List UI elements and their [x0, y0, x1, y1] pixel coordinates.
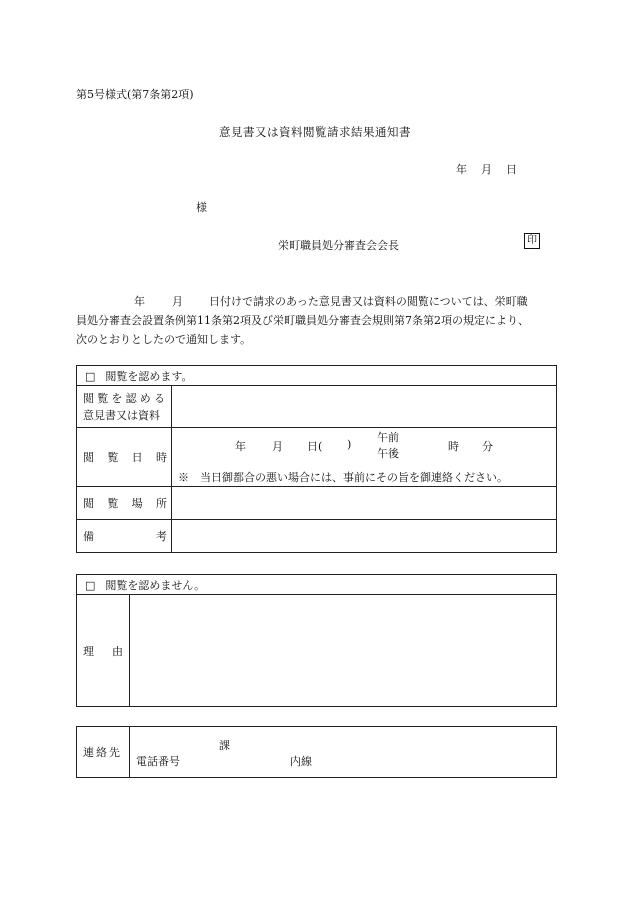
am-label: 午前 — [377, 431, 399, 444]
place-field[interactable] — [172, 487, 557, 520]
reason-label-char: 理 — [83, 644, 94, 658]
remarks-label — [77, 520, 172, 553]
datetime-label-text — [83, 449, 167, 465]
reason-label-char: 由 — [112, 644, 123, 658]
am-pm-choice — [377, 430, 399, 462]
deny-checkbox[interactable]: □ — [85, 578, 96, 592]
documents-field[interactable] — [172, 386, 557, 428]
datetime-day-close: ) — [347, 438, 352, 451]
reason-field[interactable] — [130, 595, 557, 707]
documents-label-line1: 閲覧を認める — [83, 391, 169, 405]
documents-label-line2: 意見書又は資料 — [83, 408, 160, 422]
issue-date — [456, 161, 517, 177]
datetime-label-char: 日 — [131, 451, 143, 464]
approve-table — [76, 365, 557, 553]
body-year: 年 — [134, 295, 145, 308]
place-label-char: 覧 — [107, 497, 119, 510]
deny-header-text: 閲覧を認めません。 — [105, 578, 206, 592]
body-month: 月 — [172, 295, 183, 308]
body-line-3: 次のとおりとしたので通知します。 — [76, 333, 252, 346]
remarks-field[interactable] — [172, 520, 557, 553]
contact-extension-label: 内線 — [290, 755, 312, 768]
datetime-label — [77, 428, 172, 487]
datetime-minute: 分 — [482, 440, 493, 453]
notice-body — [76, 292, 556, 349]
body-line-1-text: 日付けで請求のあった意見書又は資料の閲覧については、栄町職 — [209, 295, 528, 308]
datetime-label-char: 閲 — [83, 451, 94, 464]
datetime-day-open: 日( — [307, 440, 323, 453]
reason-label — [77, 595, 130, 707]
remarks-label-char: 考 — [156, 530, 167, 543]
date-month: 月 — [481, 163, 492, 176]
place-label-char: 閲 — [83, 497, 94, 510]
datetime-hour: 時 — [448, 440, 459, 453]
place-label-text — [83, 495, 167, 511]
pm-label: 午後 — [377, 447, 399, 460]
datetime-label-char: 覧 — [107, 451, 119, 464]
remarks-label-char: 備 — [83, 530, 94, 543]
datetime-note: ※ 当日御都合の悪い場合には、事前にその旨を御連絡ください。 — [178, 471, 508, 484]
place-label-char: 場 — [131, 497, 143, 510]
deny-header — [77, 575, 557, 595]
approve-header-text: 閲覧を認めます。 — [105, 369, 193, 383]
contact-label: 連絡先 — [77, 727, 130, 778]
approve-checkbox[interactable]: □ — [85, 369, 96, 383]
deny-table — [76, 574, 557, 707]
place-label-char: 所 — [155, 497, 167, 510]
contact-section-suffix: 課 — [219, 739, 230, 752]
contact-field[interactable] — [130, 727, 557, 778]
approve-header — [77, 366, 557, 386]
issuer-title: 栄町職員処分審査会会長 — [278, 239, 399, 252]
remarks-label-text — [83, 528, 167, 544]
seal-mark: 印 — [524, 233, 540, 249]
datetime-year: 年 — [235, 440, 246, 453]
contact-table — [76, 726, 557, 778]
document-title: 意見書又は資料閲覧請求結果通知書 — [219, 125, 411, 139]
place-label — [77, 487, 172, 520]
datetime-month: 月 — [272, 440, 283, 453]
reason-label-text — [83, 643, 123, 659]
body-line-2: 員処分審査会設置条例第11条第2項及び栄町職員処分審査会規則第7条第2項の規定により、 — [76, 314, 529, 327]
date-day: 日 — [506, 163, 517, 176]
body-line-1 — [76, 292, 556, 311]
datetime-field[interactable] — [172, 428, 557, 487]
addressee-suffix: 様 — [196, 201, 207, 214]
date-year: 年 — [456, 163, 467, 176]
form-number: 第5号様式(第7条第2項) — [76, 88, 194, 101]
datetime-label-char: 時 — [155, 451, 167, 464]
documents-label — [77, 386, 172, 428]
contact-phone-label: 電話番号 — [136, 755, 180, 768]
